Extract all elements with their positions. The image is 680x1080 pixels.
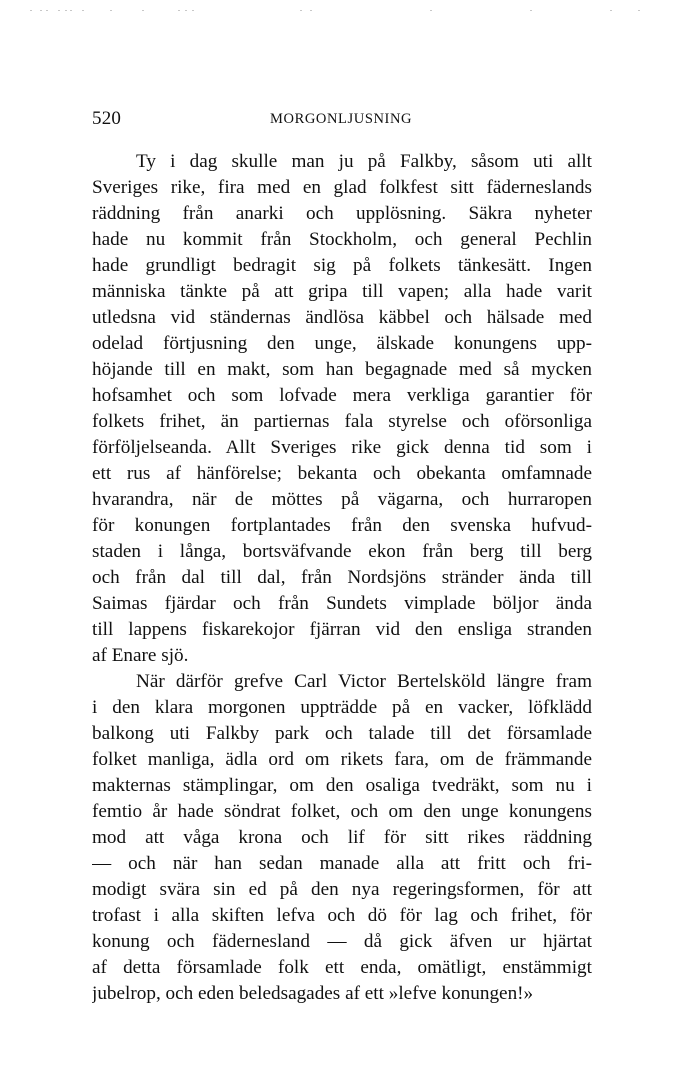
text-line: — och när han sedan manade alla att fritt och fri-	[92, 853, 592, 874]
text-line: Sveriges rike, fira med en glad folkfest sitt fäderneslands	[92, 177, 592, 198]
text-line: femtio år hade söndrat folket, och om den unge konungens	[92, 801, 592, 822]
text-line: När därför grefve Carl Victor Bertelsköld längre fram	[136, 671, 592, 692]
scan-speck	[610, 10, 612, 11]
text-line: och från dal till dal, från Nordsjöns stränder ända till	[92, 567, 592, 588]
scan-speck	[530, 10, 532, 11]
scan-speck	[58, 10, 60, 11]
text-line: förföljelseanda. Allt Sveriges rike gick denna tid som i	[92, 437, 592, 458]
text-line: Saimas fjärdar och från Sundets vimplade böljor ända	[92, 593, 592, 614]
paragraph	[92, 149, 592, 669]
text-line: till lappens fiskarekojor fjärran vid den ensliga stranden	[92, 619, 592, 640]
text-line: hvarandra, när de möttes på vägarna, och hurraropen	[92, 489, 592, 510]
scan-speck	[310, 10, 312, 11]
text-line: i den klara morgonen uppträdde på en vacker, löfklädd	[92, 697, 592, 718]
scan-speck	[40, 10, 42, 11]
text-line: folket manliga, ädla ord om rikets fara, om de främmande	[92, 749, 592, 770]
text-line: hade grundligt bedragit sig på folkets tänkesätt. Ingen	[92, 255, 592, 276]
text-line: för konungen fortplantades från den svenska hufvud-	[92, 515, 592, 536]
text-line: odelad förtjusning den unge, älskade konungens upp-	[92, 333, 592, 354]
text-line: ett rus af hänförelse; bekanta och obekanta omfamnade	[92, 463, 592, 484]
scan-speck	[30, 10, 32, 11]
text-line: människa tänkte på att gripa till vapen; alla hade varit	[92, 281, 592, 302]
text-line: hofsamhet och som lofvade mera verkliga garantier för	[92, 385, 592, 406]
scan-noise	[10, 10, 650, 14]
text-line: trofast i alla skiften lefva och dö för lag och frihet, för	[92, 905, 592, 926]
scan-speck	[65, 10, 67, 11]
scan-speck	[430, 10, 432, 11]
scan-speck	[638, 10, 640, 11]
text-line: makternas stämplingar, om den osaliga tvedräkt, som nu i	[92, 775, 592, 796]
page-number: 520	[92, 108, 122, 129]
text-line: räddning från anarki och upplösning. Säkra nyheter	[92, 203, 592, 224]
text-line: utledsna vid ständernas ändlösa käbbel och hälsade med	[92, 307, 592, 328]
scan-speck	[300, 10, 302, 11]
text-line: staden i långa, bortsväfvande ekon från berg till berg	[92, 541, 592, 562]
text-line: folkets frihet, än partiernas fala styrelse och oförsonliga	[92, 411, 592, 432]
text-line: höjande till en makt, som han begagnade med så mycken	[92, 359, 592, 380]
scan-speck	[46, 10, 48, 11]
text-line: mod att våga krona och lif för sitt rikes räddning	[92, 827, 592, 848]
text-line: jubelrop, och eden beledsagades af ett »lefve konungen!»	[92, 983, 534, 1004]
text-line: Ty i dag skulle man ju på Falkby, såsom uti allt	[136, 151, 592, 172]
scan-speck	[110, 10, 112, 11]
text-line: af Enare sjö.	[92, 645, 189, 666]
text-line: af detta församlade folk ett enda, omätligt, enstämmigt	[92, 957, 592, 978]
body-text	[92, 149, 592, 1007]
scan-speck	[142, 10, 144, 11]
page-header	[92, 108, 592, 132]
scan-speck	[178, 10, 180, 11]
scan-speck	[82, 10, 84, 11]
scan-speck	[185, 10, 187, 11]
text-line: konung och fädernesland — då gick äfven ur hjärtat	[92, 931, 592, 952]
text-line: balkong uti Falkby park och talade till det församlade	[92, 723, 592, 744]
text-line: hade nu kommit från Stockholm, och general Pechlin	[92, 229, 592, 250]
scan-speck	[192, 10, 194, 11]
running-title: MORGONLJUSNING	[270, 111, 413, 127]
text-line: modigt svära sin ed på den nya regeringsformen, för att	[92, 879, 592, 900]
paragraph	[92, 669, 592, 1007]
scan-speck	[70, 10, 72, 11]
